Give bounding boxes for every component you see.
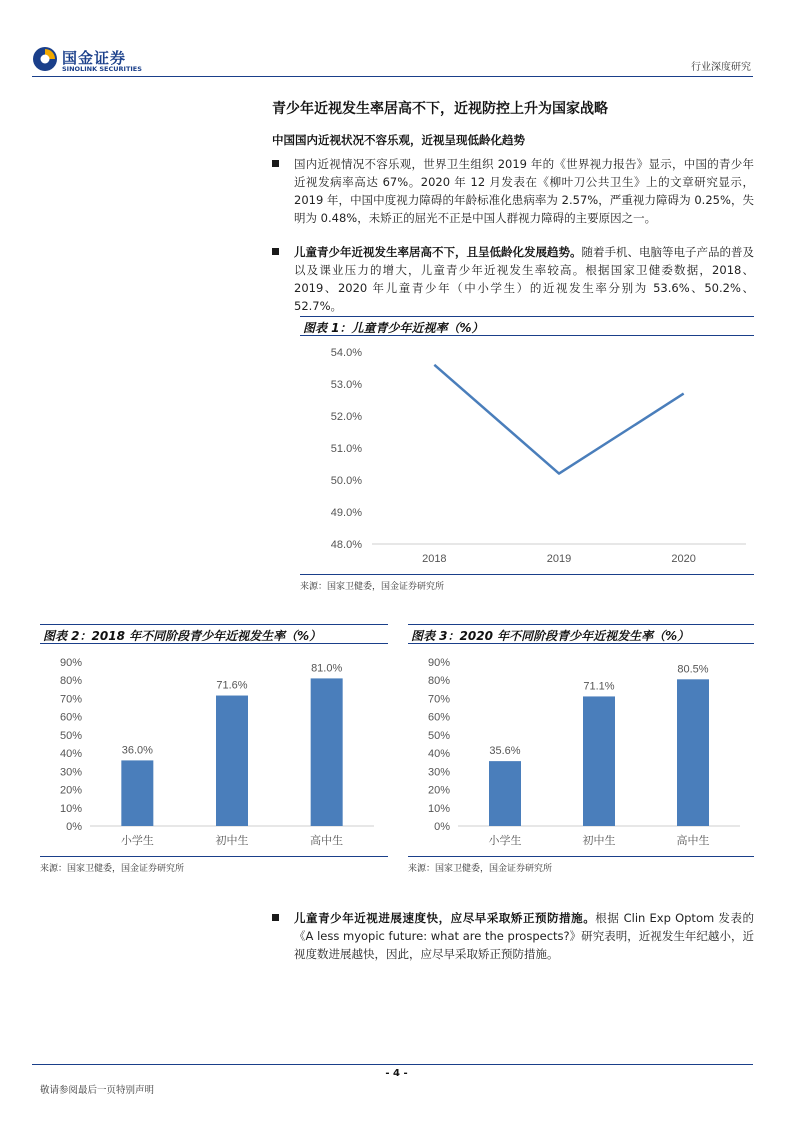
figure-1-source-text: 来源：国家卫健委，国金证券研究所 [300,582,445,592]
y-tick-label: 20% [59,784,82,797]
bar [311,678,343,826]
bar [216,696,248,826]
bullet-lead: 儿童青少年近视进展速度快，应尽早采取矫正预防措施。 [294,911,596,925]
y-tick-label: 90% [427,657,450,669]
footer-divider [32,1064,753,1065]
x-tick-label: 小学生 [120,835,154,847]
figure-3-source [408,856,754,874]
figure-1-title [300,316,754,336]
bar-chart-2020 [408,646,754,854]
x-tick-label: 2020 [671,553,696,565]
y-tick-label: 50.0% [330,475,362,487]
bullet-icon [272,914,279,921]
data-label: 36.0% [121,744,153,757]
y-tick-label: 0% [434,821,450,833]
x-tick-label: 高中生 [310,835,344,847]
y-tick-label: 30% [59,766,82,779]
x-tick-label: 2018 [422,553,447,565]
series-line [434,365,683,474]
y-tick-label: 10% [427,802,450,815]
x-tick-label: 初中生 [582,835,616,847]
x-tick-label: 2019 [546,553,572,565]
y-tick-label: 40% [59,748,82,761]
y-tick-label: 60% [427,711,450,724]
bar [489,761,521,826]
y-tick-label: 53.0% [330,379,362,391]
logo-text-cn: 国金证券 [62,49,127,67]
x-tick-label: 小学生 [488,835,522,847]
figure-1-title-text: 图表 1：儿童青少年近视率（%） [303,321,484,335]
y-tick-label: 10% [59,802,82,815]
report-type: 行业深度研究 [691,62,751,73]
y-tick-label: 80% [59,675,82,688]
figure-2-source-text: 来源：国家卫健委，国金证券研究所 [40,864,185,874]
logo-text-en: SINOLINK SECURITIES [62,65,142,73]
figure-3-title [408,624,754,644]
x-tick-label: 高中生 [676,835,710,847]
y-tick-label: 48.0% [330,539,362,551]
figure-2-title-text: 图表 2：2018 年不同阶段青少年近视发生率（%） [43,629,322,643]
y-tick-label: 50% [59,729,82,742]
data-label: 80.5% [677,663,709,676]
bullet-lead: 儿童青少年近视发生率居高不下，且呈低龄化发展趋势。 [294,245,582,259]
bullet-paragraph [272,243,754,315]
bullet-paragraph [272,909,754,963]
section-title: 青少年近视发生率居高不下，近视防控上升为国家战略 [272,101,608,117]
figure-1-source [300,574,754,592]
y-tick-label: 70% [59,693,82,706]
y-tick-label: 90% [59,657,82,669]
bullet-text [294,155,754,227]
y-tick-label: 0% [66,821,82,833]
header-divider [32,76,753,77]
bullet-icon [272,160,279,167]
bullet-text [294,243,754,315]
x-tick-label: 初中生 [215,835,249,847]
bullet-body: 国内近视情况不容乐观，世界卫生组织 2019 年的《世界视力报告》显示，中国的青少年近视发病率高达 67%。2020 年 12 月发表在《柳叶刀公共卫生》上的文章研究显示，2019 年，中国中度视力障碍的年龄标准化患病率为 2.57%，严重视力障碍为 0.25%，失明为 0.48%，未矫正的屈光不正是中国人群视力障碍的主要原因之一。 [294,157,754,225]
bar [583,696,615,826]
figure-2-title [40,624,388,644]
bullet-body: 随着手机、电脑等电子产品的普及以及课业压力的增大，儿童青少年近视发生率较高。根据国家卫健委数据，2018、2019、2020 年儿童青少年（中小学生）的近视发生率分别为 53.6%、50.2%、52.7%。 [294,245,754,313]
bullet-paragraph [272,155,754,227]
data-label: 71.6% [216,679,248,692]
page-number: - 4 - [385,1068,408,1079]
y-tick-label: 49.0% [330,507,362,519]
company-logo [32,46,156,76]
y-tick-label: 30% [427,766,450,779]
y-tick-label: 60% [59,711,82,724]
bar [121,760,153,826]
bullet-icon [272,248,279,255]
sub-title: 中国国内近视状况不容乐观，近视呈现低龄化趋势 [272,133,525,147]
bar [677,679,709,826]
figure-3-source-text: 来源：国家卫健委，国金证券研究所 [408,864,553,874]
data-label: 35.6% [489,745,521,758]
bullet-body: 根据 Clin Exp Optom 发表的《A less myopic future: what are the prospects?》研究表明，近视发生年纪越小，近视度数进展越快，因此，应尽早采取矫正预防措施。 [294,911,754,961]
figure-2-source [40,856,388,874]
y-tick-label: 40% [427,748,450,761]
y-tick-label: 80% [427,675,450,688]
disclaimer: 敬请参阅最后一页特别声明 [40,1085,155,1096]
figure-3-title-text: 图表 3：2020 年不同阶段青少年近视发生率（%） [411,629,690,643]
logo-icon [32,46,58,72]
y-tick-label: 52.0% [330,411,362,423]
data-label: 71.1% [583,680,615,693]
y-tick-label: 70% [427,693,450,706]
y-tick-label: 50% [427,729,450,742]
bullet-text [294,909,754,963]
data-label: 81.0% [311,662,343,675]
bar-chart-2018 [40,646,388,854]
y-tick-label: 20% [427,784,450,797]
y-tick-label: 54.0% [330,347,362,359]
line-chart [300,338,754,572]
y-tick-label: 51.0% [330,443,362,455]
